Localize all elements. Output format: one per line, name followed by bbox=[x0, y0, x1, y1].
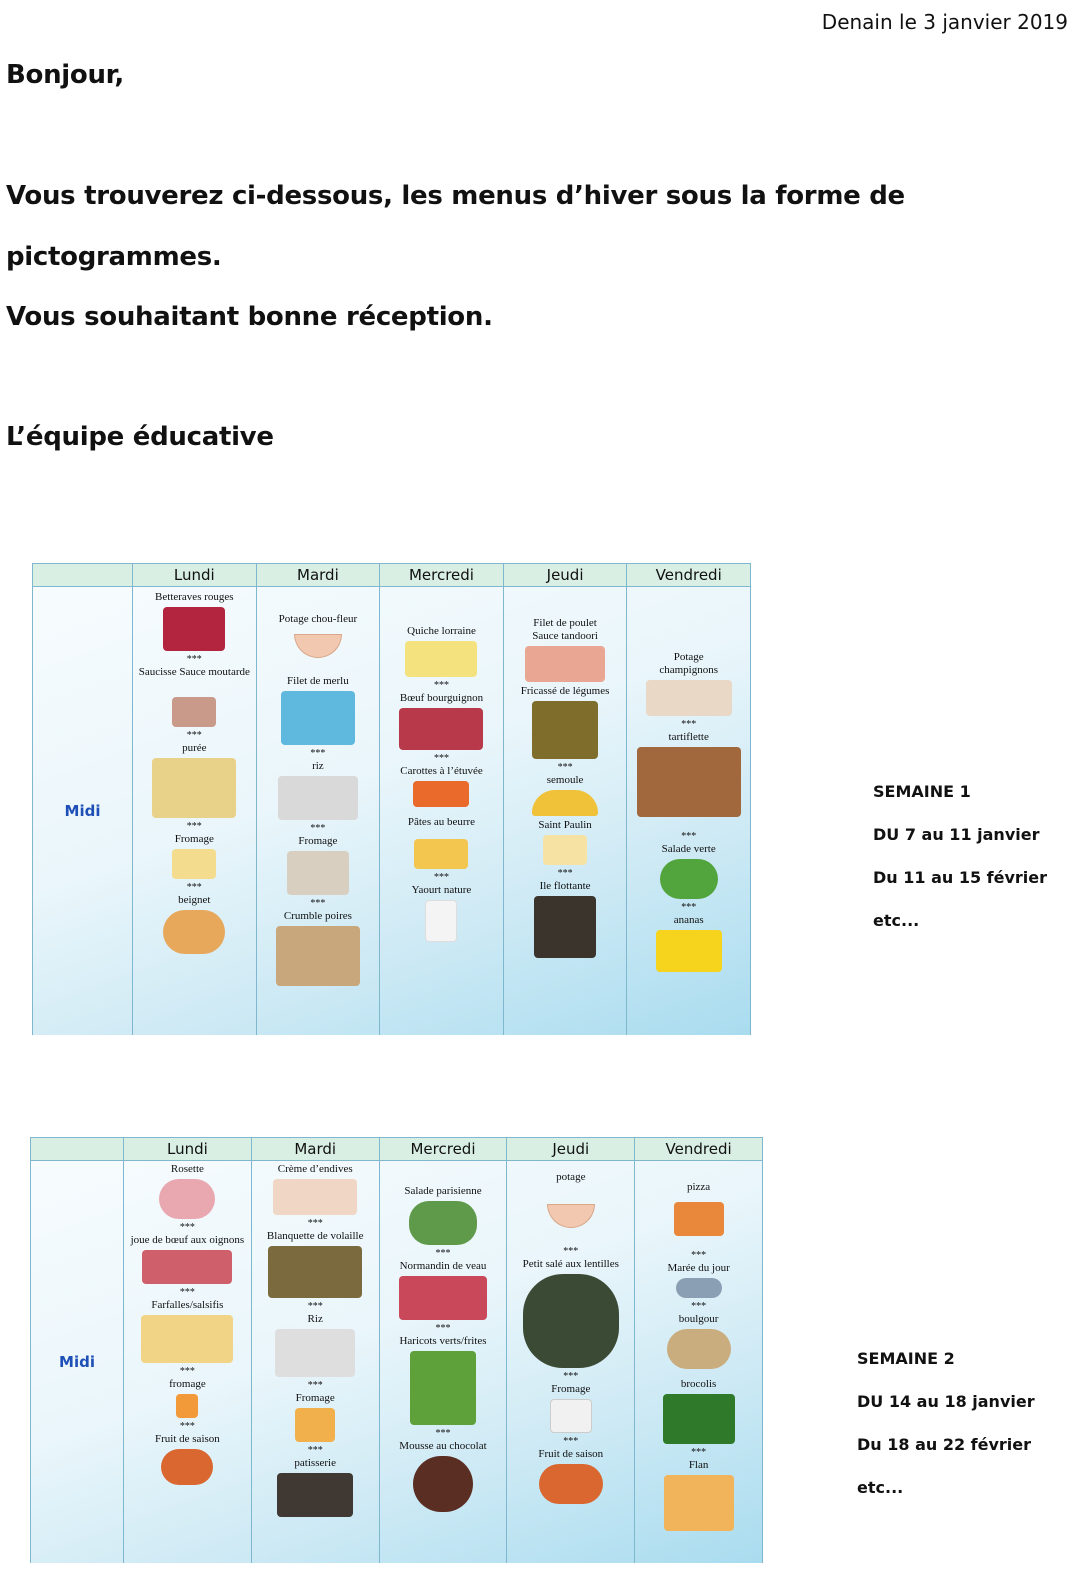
dish: Carottes à l’étuvée bbox=[400, 765, 483, 777]
separator: *** bbox=[179, 1222, 195, 1233]
fruit-basket-image bbox=[161, 1449, 213, 1485]
week-title: SEMAINE 2 bbox=[857, 1349, 955, 1368]
chocolate-mousse-image bbox=[413, 1456, 473, 1512]
day-lundi: Lundi bbox=[124, 1138, 252, 1161]
greeting: Bonjour, bbox=[6, 60, 124, 90]
dish: semoule bbox=[546, 774, 584, 786]
header-corner bbox=[33, 564, 133, 587]
day-jeudi: Jeudi bbox=[503, 564, 627, 587]
chicken-tandoori-image bbox=[525, 646, 605, 682]
crumble-pear-image bbox=[276, 926, 360, 986]
menu-cell bbox=[380, 587, 504, 1036]
floating-island-image bbox=[534, 896, 596, 958]
day-jeudi: Jeudi bbox=[507, 1138, 635, 1161]
menu-week-2 bbox=[30, 1137, 763, 1563]
veal-image bbox=[399, 1276, 487, 1320]
rice-image bbox=[275, 1329, 355, 1377]
flan-image bbox=[664, 1475, 734, 1531]
separator: *** bbox=[681, 902, 697, 913]
dish: Crumble poires bbox=[283, 910, 352, 922]
separator: *** bbox=[186, 654, 202, 665]
day-mardi: Mardi bbox=[251, 1138, 379, 1161]
menu-cell bbox=[133, 587, 257, 1036]
dish: ananas bbox=[673, 914, 704, 926]
broccoli-image bbox=[663, 1394, 735, 1444]
dish: Fricassé de légumes bbox=[520, 685, 610, 697]
dish: Fromage bbox=[298, 835, 338, 847]
menu-week-1 bbox=[32, 563, 751, 1035]
quiche-image bbox=[405, 641, 477, 677]
dish: Potage champignons bbox=[659, 651, 719, 676]
week-1-legend bbox=[873, 770, 1047, 942]
day-vendredi: Vendredi bbox=[627, 564, 751, 587]
sausage-image bbox=[172, 697, 216, 727]
day-mercredi: Mercredi bbox=[380, 564, 504, 587]
semolina-image bbox=[532, 790, 598, 816]
dish: boulgour bbox=[678, 1313, 719, 1325]
dish: beignet bbox=[178, 894, 211, 906]
bulgur-image bbox=[667, 1329, 731, 1369]
separator: *** bbox=[310, 823, 326, 834]
cheese-image bbox=[172, 849, 216, 879]
dish: brocolis bbox=[680, 1378, 717, 1390]
row-label-midi: Midi bbox=[33, 587, 133, 1036]
dish: Ile flottante bbox=[539, 880, 591, 892]
dish: Quiche lorraine bbox=[407, 625, 476, 637]
salad-image bbox=[409, 1201, 477, 1245]
menu-cell bbox=[503, 587, 627, 1036]
green-beans-fries-image bbox=[410, 1351, 476, 1425]
dish: Haricots verts/frites bbox=[399, 1335, 487, 1347]
pastry-image bbox=[277, 1473, 353, 1517]
separator: *** bbox=[307, 1218, 323, 1229]
separator: *** bbox=[435, 1428, 451, 1439]
separator: *** bbox=[563, 1246, 579, 1257]
letter-line-2: pictogrammes. bbox=[6, 242, 222, 272]
week-2-legend bbox=[857, 1337, 1035, 1509]
dish: Rosette bbox=[170, 1163, 204, 1175]
menu-cell bbox=[124, 1161, 252, 1564]
dish: Fromage bbox=[295, 1392, 335, 1404]
day-vendredi: Vendredi bbox=[635, 1138, 763, 1161]
fish-image bbox=[281, 691, 355, 745]
separator: *** bbox=[310, 748, 326, 759]
beef-image bbox=[399, 708, 483, 750]
row-label-midi: Midi bbox=[31, 1161, 124, 1564]
separator: *** bbox=[557, 762, 573, 773]
week-etc: etc... bbox=[857, 1478, 904, 1497]
separator: *** bbox=[186, 821, 202, 832]
mushroom-soup-image bbox=[646, 680, 732, 716]
beef-cheek-image bbox=[142, 1250, 232, 1284]
dish: Fromage bbox=[551, 1383, 591, 1395]
separator: *** bbox=[691, 1301, 707, 1312]
dish: Fruit de saison bbox=[155, 1433, 220, 1445]
dish: patisserie bbox=[294, 1457, 336, 1469]
separator: *** bbox=[179, 1287, 195, 1298]
cheese-image bbox=[543, 835, 587, 865]
week-range: DU 7 au 11 janvier bbox=[873, 825, 1040, 844]
separator: *** bbox=[563, 1371, 579, 1382]
menu-cell bbox=[256, 587, 380, 1036]
separator: *** bbox=[691, 1447, 707, 1458]
dish: Yaourt nature bbox=[411, 884, 472, 896]
carrots-image bbox=[413, 781, 469, 807]
dish: Fruit de saison bbox=[538, 1448, 604, 1460]
dish: Fromage bbox=[174, 833, 214, 845]
dish: pizza bbox=[686, 1181, 711, 1193]
dish: Mousse au chocolat bbox=[399, 1440, 487, 1452]
dish: Salade parisienne bbox=[404, 1185, 482, 1197]
separator: *** bbox=[179, 1366, 195, 1377]
dish: Normandin de veau bbox=[399, 1260, 487, 1272]
dish: Pâtes au beurre bbox=[407, 816, 476, 828]
menu-cell bbox=[507, 1161, 635, 1564]
week-range: Du 11 au 15 février bbox=[873, 868, 1048, 887]
fish-image bbox=[676, 1278, 722, 1298]
separator: *** bbox=[307, 1445, 323, 1456]
farfalle-image bbox=[141, 1315, 233, 1363]
pineapple-image bbox=[656, 930, 722, 972]
signature: L’équipe éducative bbox=[6, 422, 274, 452]
separator: *** bbox=[563, 1436, 579, 1447]
dish: Blanquette de volaille bbox=[266, 1230, 364, 1242]
dish: Riz bbox=[307, 1313, 323, 1325]
day-lundi: Lundi bbox=[133, 564, 257, 587]
separator: *** bbox=[186, 730, 202, 741]
soup-bowl-image bbox=[294, 634, 342, 658]
letter-date: Denain le 3 janvier 2019 bbox=[821, 10, 1068, 34]
header-corner bbox=[31, 1138, 124, 1161]
vegetables-image bbox=[532, 701, 598, 759]
donut-image bbox=[163, 910, 225, 954]
pizza-image bbox=[674, 1202, 724, 1236]
separator: *** bbox=[179, 1421, 195, 1432]
separator: *** bbox=[435, 1323, 451, 1334]
dish: Petit salé aux lentilles bbox=[522, 1258, 619, 1270]
puree-image bbox=[152, 758, 236, 818]
fruit-basket-image bbox=[539, 1464, 603, 1504]
separator: *** bbox=[681, 831, 697, 842]
chicken-image bbox=[268, 1246, 362, 1298]
rosette-image bbox=[159, 1179, 215, 1219]
dish: Marée du jour bbox=[667, 1262, 730, 1274]
separator: *** bbox=[433, 753, 449, 764]
dish: riz bbox=[312, 760, 324, 772]
menu-cell bbox=[635, 1161, 763, 1564]
dish: Farfalles/salsifis bbox=[151, 1299, 224, 1311]
dish: Saucisse Sauce moutarde bbox=[138, 666, 250, 678]
dish: Potage chou-fleur bbox=[278, 613, 358, 625]
tartiflette-image bbox=[637, 747, 741, 817]
dish: potage bbox=[556, 1171, 586, 1183]
separator: *** bbox=[186, 882, 202, 893]
dish: Crème d’endives bbox=[277, 1163, 353, 1175]
day-mardi: Mardi bbox=[256, 564, 380, 587]
beetroot-image bbox=[163, 607, 225, 651]
cheese-image bbox=[550, 1399, 592, 1433]
dish: Filet de merlu bbox=[287, 675, 349, 687]
salad-image bbox=[660, 859, 718, 899]
dish: Filet de poulet Sauce tandoori bbox=[532, 617, 598, 642]
dish: purée bbox=[182, 742, 207, 754]
cheese-image bbox=[295, 1408, 335, 1442]
separator: *** bbox=[310, 898, 326, 909]
separator: *** bbox=[307, 1380, 323, 1391]
separator: *** bbox=[433, 872, 449, 883]
pasta-image bbox=[414, 839, 468, 869]
week-range: Du 18 au 22 février bbox=[857, 1435, 1032, 1454]
yogurt-image bbox=[425, 900, 457, 942]
dish: Bœuf bourguignon bbox=[399, 692, 484, 704]
dish: Salade verte bbox=[661, 843, 716, 855]
menu-cell bbox=[251, 1161, 379, 1564]
dish: joue de bœuf aux oignons bbox=[130, 1234, 245, 1246]
dish: Flan bbox=[688, 1459, 709, 1471]
separator: *** bbox=[557, 868, 573, 879]
week-range: DU 14 au 18 janvier bbox=[857, 1392, 1035, 1411]
week-title: SEMAINE 1 bbox=[873, 782, 971, 801]
week-etc: etc... bbox=[873, 911, 920, 930]
dish: tartiflette bbox=[668, 731, 709, 743]
letter-line-3: Vous souhaitant bonne réception. bbox=[6, 302, 493, 332]
separator: *** bbox=[691, 1250, 707, 1261]
rice-image bbox=[278, 776, 358, 820]
separator: *** bbox=[681, 719, 697, 730]
separator: *** bbox=[307, 1301, 323, 1312]
letter-line-1: Vous trouverez ci-dessous, les menus d’hiver sous la forme de bbox=[6, 181, 905, 211]
dish: Saint Paulin bbox=[538, 819, 592, 831]
soup-bowl-image bbox=[547, 1204, 595, 1228]
separator: *** bbox=[433, 680, 449, 691]
cheese-image bbox=[176, 1394, 198, 1418]
dish: fromage bbox=[169, 1378, 206, 1390]
menu-cell bbox=[627, 587, 751, 1036]
day-mercredi: Mercredi bbox=[379, 1138, 507, 1161]
lentils-image bbox=[523, 1274, 619, 1368]
dish: Betteraves rouges bbox=[155, 591, 234, 603]
separator: *** bbox=[435, 1248, 451, 1259]
endive-soup-image bbox=[273, 1179, 357, 1215]
menu-cell bbox=[379, 1161, 507, 1564]
cheese-image bbox=[287, 851, 349, 895]
